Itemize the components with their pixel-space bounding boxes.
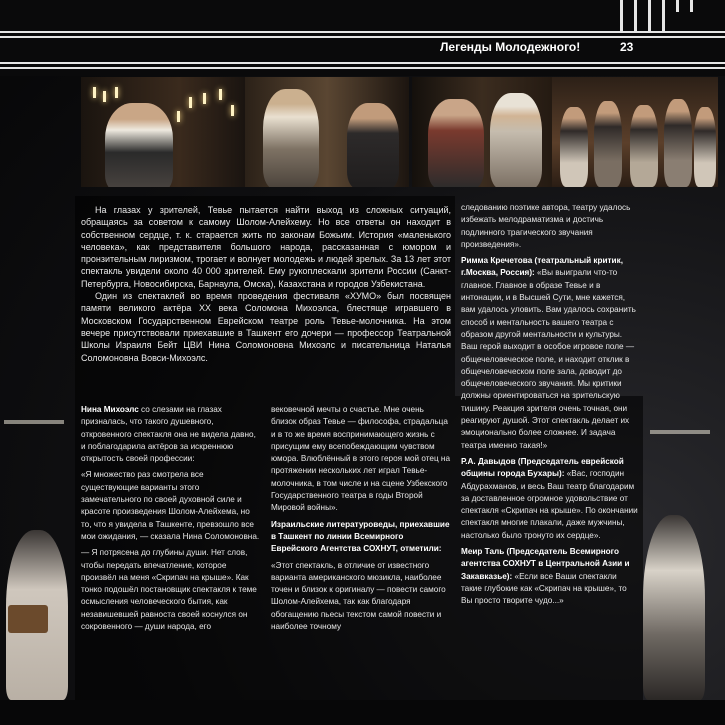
col2-heading: Израильские литературоведы, приехавшие в Ташкент по линии Всемирного Еврейского Агентства СОХНУТ, отметили: — [271, 519, 450, 554]
stage-photo-actors — [245, 77, 409, 187]
header-rule-4 — [0, 67, 725, 69]
header-vrule-4 — [662, 0, 665, 31]
stage-figure-right — [643, 515, 705, 700]
header-rule-1 — [0, 31, 725, 33]
stage-light-right — [650, 430, 710, 434]
header-vrule-1 — [620, 0, 623, 31]
column-2 — [271, 404, 451, 637]
col1-paragraph-2: «Я множество раз смотрела все существующие варианты этого замечательного по своей духовной силе и красоте произведения Шолом-Алейхема, но то, что я увидела в Ташкенте, превзошло все мои ожидания, — сказала Нина Соломоновна. — [81, 470, 260, 541]
header-vrule-3 — [648, 0, 651, 31]
section-title: Легенды Молодежного! — [440, 40, 581, 54]
page-number: 23 — [620, 40, 634, 54]
speaker-name: Нина Михоэлс — [81, 405, 139, 414]
header-vrule-2 — [634, 0, 637, 31]
column-3 — [461, 202, 639, 612]
basket-icon — [8, 605, 48, 633]
header-band — [0, 0, 725, 76]
stage-photo-candles — [81, 77, 245, 187]
col2-paragraph-2: «Этот спектакль, в отличие от известного варианта американского мюзикла, наиболее точен и близок к оригиналу — повести самого Шолом-Алейхема, так как благодаря обогащению пьесы текстом самой повести и наиболее точному — [271, 560, 446, 632]
intro-paragraph-1: На глазах у зрителей, Тевье пытается найти выход из сложных ситуаций, обращаясь за советом к самому Шолом-Алейхему. Но все ответы он находит в собственном сердце, т. к. старается жить по законам Божьим. История «маленького человека», как представителя большого народа, рассказанная с юмором и пронзительным лиризмом, трогает и волнует молодежь и людей зрелых. За 13 лет этот спектакль увидели около 40 000 зрителей. Ему рукоплескали зрители России (Санкт-Петербурга, Новосибирска, Барнаула, Омска), Казахстана и городов Узбекистана. — [81, 205, 451, 289]
col3-paragraph-4: Меир Таль (Председатель Всемирного агентства СОХНУТ в Центральной Азии и Закавказье): «Если все Ваши спектакли такие глубокие как «Скрипач на крыше», то Вы просто творите чудо...» — [461, 547, 630, 606]
col1-paragraph-3: — Я потрясена до глубины души. Нет слов, чтобы передать впечатление, которое произвёл на меня «Скрипач на крыше». Как тонко подошёл постановщик спектакля к теме осмысления человеческого бытия, как незавишевшей равноста своей коснулся он сокровенного — души народа, его — [81, 548, 257, 632]
intro-text — [81, 204, 451, 364]
intro-paragraph-2: Один из спектаклей во время проведения фестиваля «ХУМО» был посвящен памяти великого актёра XX века Соломона Михоэлса, блестяще игравшего в Московском Государственном Еврейском театре роль Тевье-молочника. На этом вечере присутствовали приехавшие в Ташкент его дочери — профессор Театральной Школы Израиля Бейт ЦВИ Нина Соломоновна Михоэлс и писательница Наталья Соломоновна Вовси-Михоэлс. — [81, 291, 451, 363]
header-vrule-6 — [690, 0, 693, 12]
col3-paragraph-1: следованию поэтике автора, театру удалось избежать мелодраматизма и достичь подлинного трагического звучания произведения». — [461, 203, 631, 249]
footer-band — [0, 700, 725, 725]
col1-paragraph-1: Нина Михоэлс со слезами на глазах призналась, что такого душевного, откровенного спектакля она не видела давно, и поблагодарила актёров за искреннюю открытость своей профессии: — [81, 405, 256, 464]
column-1 — [81, 404, 261, 637]
col2-paragraph-1: вековечной мечты о счастье. Мне очень близок образ Тевье — философа, страдальца и в то же время воспринимающего жизнь с присущим ему всепобеждающим чувством юмора. Влюблённый в этого героя мой отец на протяжении нескольких лет играл Тевье-молочника, в том числе и на сцене Узбекского Государственного театра в годы Второй Мировой войны». — [271, 405, 450, 513]
header-rule-2 — [0, 36, 725, 38]
header-rule-3 — [0, 62, 725, 64]
stage-photo-couple — [412, 77, 552, 187]
col3-paragraph-2: Римма Кречетова (театральный критик, г.Москва, Россия): «Вы выиграли что-то главное. Главное в образе Тевье и в интонации, и в Высшей Сути, мне кажется, вам удалось уловить. Вам удалось сохранить способ и ментальность вашего театра с образом другой ментальности и культуры. Ваш герой выходит в особое игровое поле — общечеловеческое поле, и находит отклик в общечеловеческом поле зала, доводит до общечеловеческого звучания. Мы критики должны ориентироваться на зрительскую тишину. Реакция зрителя очень точная, они реагируют душой. Этот спектакль делает их эмоционально более сложнее. И задача театра именно такая!» — [461, 256, 636, 450]
stage-light-left — [4, 420, 64, 424]
stage-photo-dance — [552, 77, 718, 187]
col3-paragraph-3: Р.А. Давыдов (Председатель еврейской общины города Бухары): «Вас, господин Абдурахманов, и весь Ваш театр благодарим за доставленное огромное удовольствие от спектакля «Скрипач на крыше». По окончании спектакля многие плакали, даже мужчины, настолько было тронуто их сердце». — [461, 456, 638, 540]
header-vrule-5 — [676, 0, 679, 12]
